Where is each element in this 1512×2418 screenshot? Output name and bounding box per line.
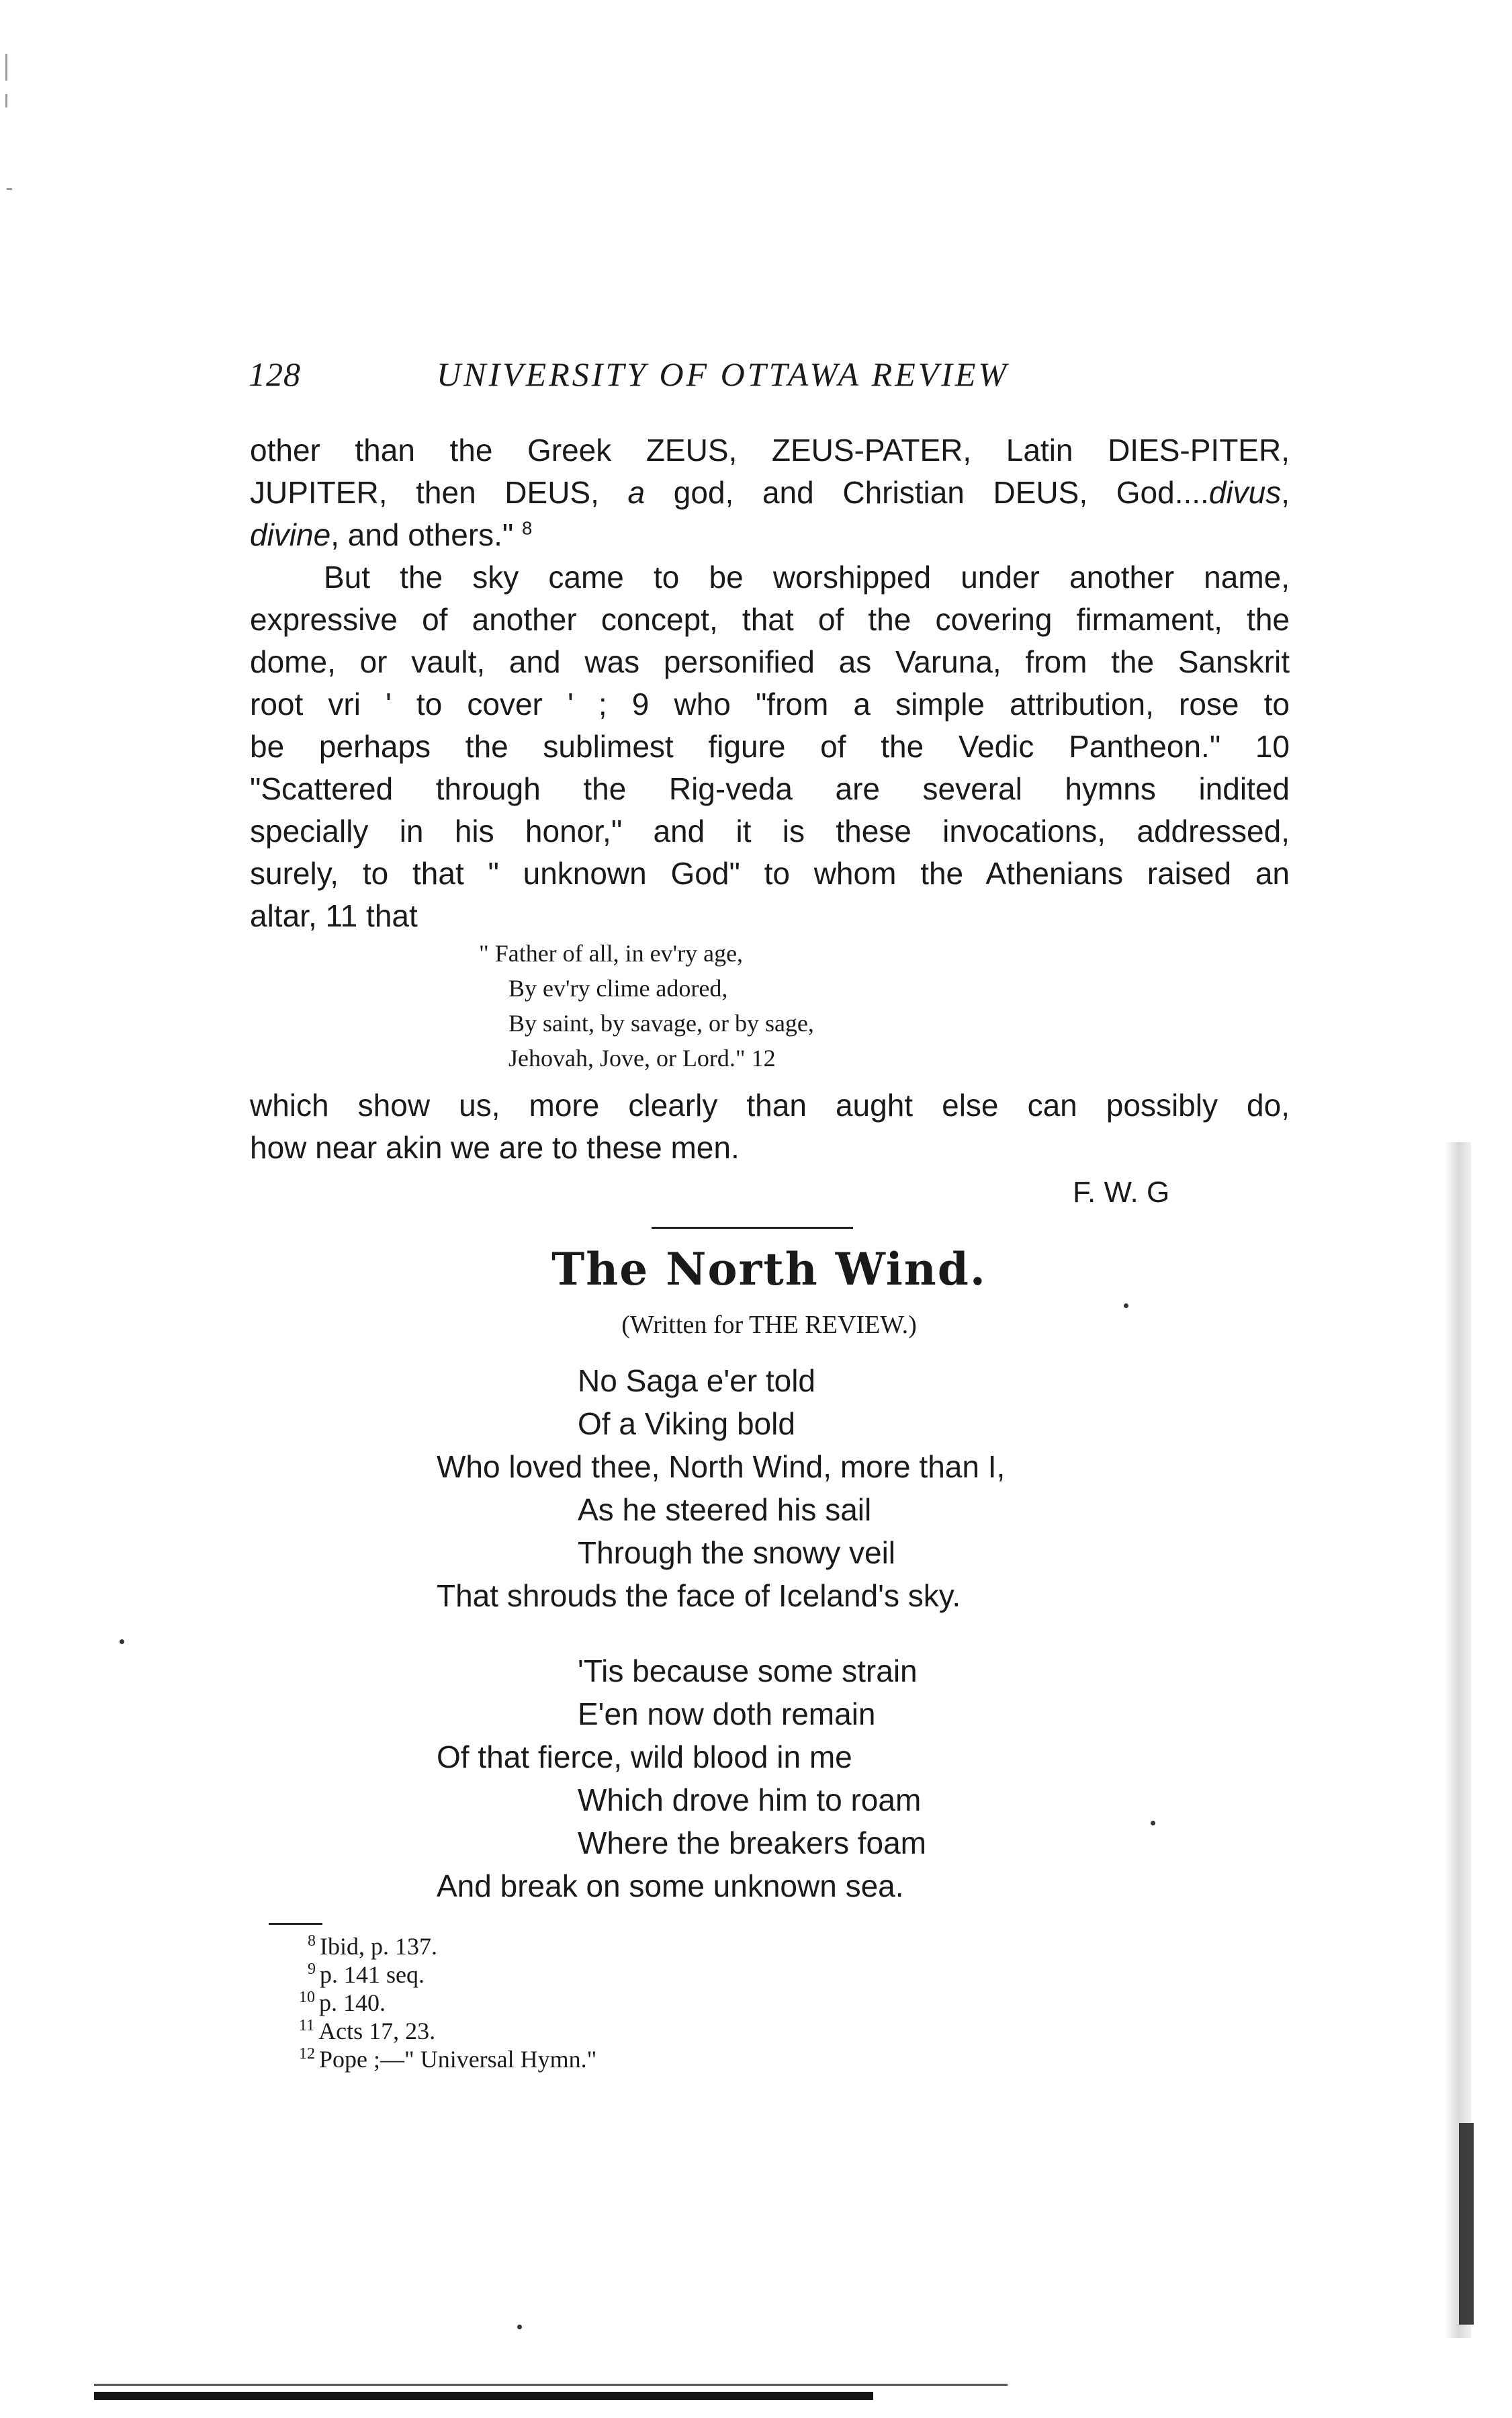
running-head: UNIVERSITY OF OTTAWA REVIEW [437, 355, 1010, 393]
speck [1124, 1303, 1128, 1308]
speck [120, 1639, 124, 1644]
scan-mark [5, 94, 7, 107]
poem-line: As he steered his sail [578, 1492, 872, 1527]
prose-line: dome, or vault, and was personified as Varuna, from the Sanskrit [250, 644, 1290, 679]
prose-line: root vri ' to cover ' ; 9 who "from a simple attribution, rose to [250, 687, 1290, 722]
poem-line: Who loved thee, North Wind, more than I, [437, 1449, 1006, 1484]
prose-line: "Scattered through the Rig-veda are several hymns indited [250, 771, 1290, 806]
prose-line: which show us, more clearly than aught else can possibly do, [250, 1088, 1290, 1123]
section-divider [652, 1227, 853, 1229]
page-number: 128 [249, 355, 301, 393]
poem-line: No Saga e'er told [578, 1363, 816, 1398]
prose-line: But the sky came to be worshipped under another name, [324, 560, 1290, 595]
prose-line: surely, to that " unknown God" to whom the Athenians raised an [250, 856, 1290, 891]
prose-line: expressive of another concept, that of the covering firmament, the [250, 602, 1290, 637]
poem-line: 'Tis because some strain [578, 1653, 918, 1688]
prose-line: specially in his honor," and it is these invocations, addressed, [250, 814, 1290, 849]
footnote: 12 Pope ;—" Universal Hymn." [299, 2045, 597, 2073]
poem-line: Where the breakers foam [578, 1825, 927, 1860]
scan-edge-line [94, 2384, 1008, 2386]
footnote: 9 p. 141 seq. [308, 1960, 425, 1988]
scan-edge-bar [94, 2392, 873, 2400]
quote-line: Jehovah, Jove, or Lord." 12 [508, 1045, 776, 1072]
author-initials: F. W. G [1073, 1176, 1170, 1209]
poem-line: That shrouds the face of Iceland's sky. [437, 1578, 961, 1613]
poem-title: The North Wind. [551, 1243, 987, 1295]
scan-mark [7, 188, 12, 190]
binding-dark-edge [1459, 2123, 1474, 2325]
prose-line: divine, and others." $^8$ [250, 517, 533, 552]
footnote: 11 Acts 17, 23. [299, 2017, 436, 2044]
quote-line: By ev'ry clime adored, [508, 975, 728, 1002]
scan-mark [5, 54, 7, 81]
poem-line: Which drove him to roam [578, 1782, 922, 1817]
prose-line: altar, 11 that [250, 898, 418, 933]
poem-subtitle: (Written for THE REVIEW.) [621, 1311, 917, 1339]
footnote: 10 p. 140. [299, 1989, 386, 2016]
poem-line: And break on some unknown sea. [437, 1868, 904, 1903]
poem-line: E'en now doth remain [578, 1696, 876, 1731]
footnote-rule [269, 1923, 322, 1925]
poem-line: Through the snowy veil [578, 1535, 896, 1570]
quote-line: By saint, by savage, or by sage, [508, 1010, 814, 1037]
footnote: 8 Ibid, p. 137. [308, 1932, 437, 1960]
speck [1151, 1821, 1155, 1825]
speck [517, 2325, 522, 2329]
poem-line: Of a Viking bold [578, 1406, 795, 1441]
prose-line: other than the Greek ZEUS, ZEUS-PATER, Latin DIES-PITER, [250, 433, 1290, 468]
prose-line: JUPITER, then DEUS, a god, and Christian DEUS, God....divus, [250, 475, 1290, 510]
prose-line: how near akin we are to these men. [250, 1130, 740, 1165]
quote-line: " Father of all, in ev'ry age, [479, 940, 744, 967]
poem-line: Of that fierce, wild blood in me [437, 1739, 852, 1774]
prose-line: be perhaps the sublimest figure of the Vedic Pantheon." 10 [250, 729, 1290, 764]
